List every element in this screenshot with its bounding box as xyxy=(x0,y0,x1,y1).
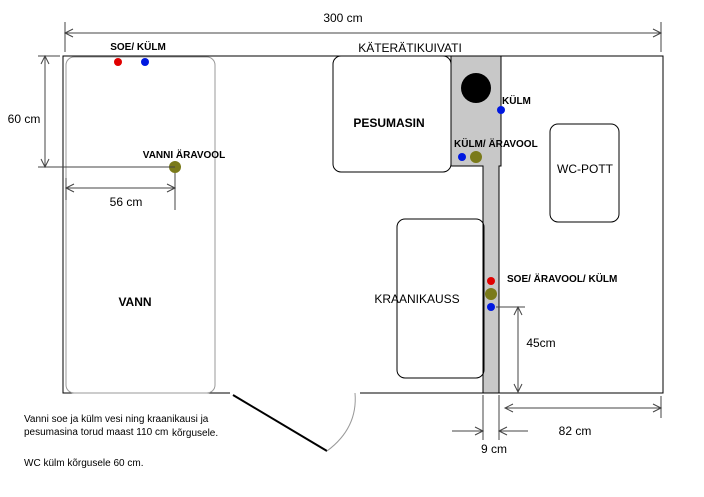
door-leaf xyxy=(233,395,327,451)
note-line-2a: pesumasina torud maast 110 cm xyxy=(24,427,169,438)
room-outline xyxy=(63,56,663,393)
note-line-3: WC külm kõrgusele 60 cm. xyxy=(24,458,144,469)
dim-bath-depth-label: 60 cm xyxy=(7,112,41,126)
dim-pipe-height-label: 45cm xyxy=(526,336,556,350)
sink-label: KRAANIKAUSS xyxy=(374,292,460,306)
dim-total-width-label: 300 cm xyxy=(323,11,363,25)
washer-cold-label: KÜLM xyxy=(502,96,531,107)
dim-pipe-width xyxy=(452,395,528,456)
drain-outlet xyxy=(461,73,491,103)
door-swing-arc xyxy=(327,393,355,451)
washer-cold-pipe xyxy=(497,106,505,114)
dim-pipe-height xyxy=(496,307,556,392)
washing-machine-label: PESUMASIN xyxy=(353,116,425,130)
bath-hot-pipe xyxy=(114,58,122,66)
bath xyxy=(66,57,215,393)
wc-label: WC-POTT xyxy=(557,162,613,176)
sink-pipes-label: SOE/ ÄRAVOOL/ KÜLM xyxy=(507,274,618,285)
bath-label: VANN xyxy=(118,295,152,309)
washer-cold-drain-label: KÜLM/ ÄRAVOOL xyxy=(454,139,538,150)
bath-hot-cold-label: SOE/ KÜLM xyxy=(110,42,166,53)
sink-hot-pipe xyxy=(487,277,495,285)
note-line-1: Vanni soe ja külm vesi ning kraanikausi ja xyxy=(24,414,209,425)
dim-drain-offset-label: 56 cm xyxy=(109,195,143,209)
dim-drain-offset xyxy=(66,173,175,210)
bath-cold-pipe xyxy=(141,58,149,66)
towel-dryer-label: KÄTERÄTIKUIVATI xyxy=(358,41,462,55)
dim-right-offset xyxy=(505,396,661,438)
dim-pipe-width-label: 9 cm xyxy=(480,442,508,456)
washing-machine xyxy=(333,56,451,172)
sink-drain-pipe xyxy=(485,288,497,300)
note-line-2b: kõrgusele. xyxy=(172,428,219,439)
bath-drain-label: VANNI ÄRAVOOL xyxy=(142,150,226,161)
sink-cold-pipe xyxy=(487,303,495,311)
dim-right-offset-label: 82 cm xyxy=(558,424,592,438)
utility-riser xyxy=(451,56,501,393)
washer-cold-pipe-2 xyxy=(458,153,466,161)
washer-drain-pipe xyxy=(470,151,482,163)
